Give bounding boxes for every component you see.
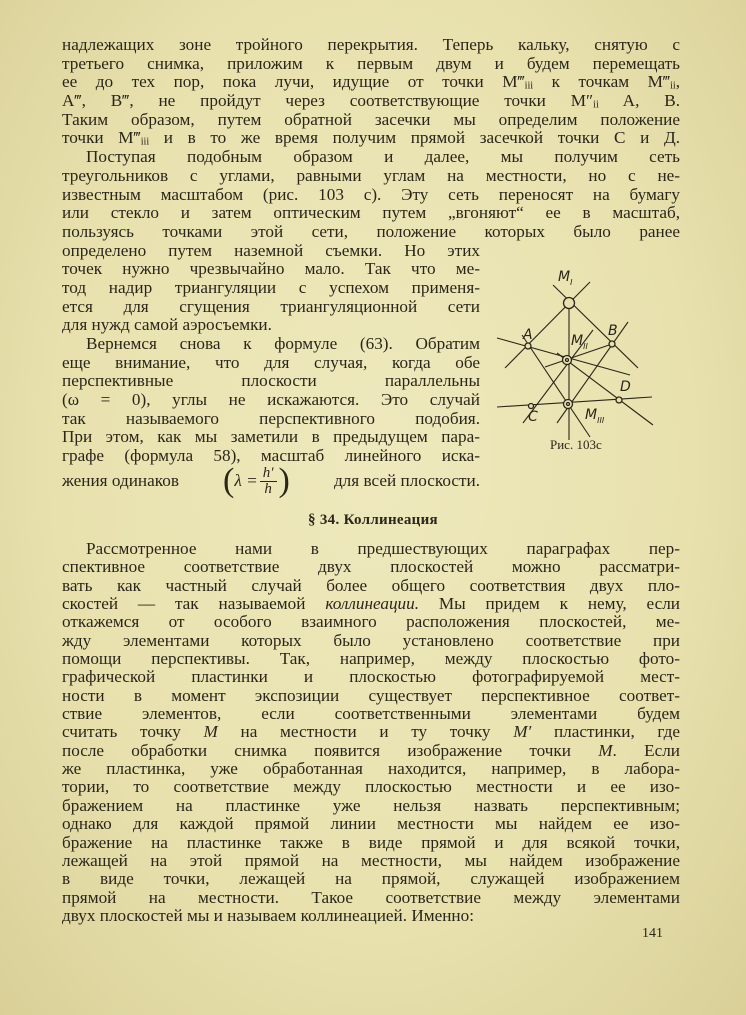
text-line [62,723,680,741]
text-segment: графической пластинки и плоскостью фотографируемой мест- [62,667,680,687]
text-segment: лежащей на этой прямой на местности, мы найдем изображение [62,850,680,870]
italic-term: M [598,740,613,760]
italic-term: M [203,722,218,742]
formula-text-before: жения одинаков [62,471,179,490]
point-b [609,341,615,347]
text-segment: тории, то соответствие между плоскостью местности и ее изо- [62,777,680,797]
text-section [62,540,680,925]
italic-term: M′ [513,722,532,742]
text-line: графе (формула 58), масштаб линейного иска- [62,446,480,466]
text-line [62,632,680,650]
text-line: так называемого перспективного подобия. [62,408,480,428]
left-paren: ( [223,462,235,499]
text-line [62,540,680,558]
text-line [62,687,680,705]
text-segment: жду элементами которых было установлено соответствие при [62,630,680,650]
text-line: еще внимание, что для случая, когда обе [62,352,480,372]
text-line: для нужд самой аэросъемки. [62,315,272,335]
text-line: пользуясь точками этой сети, положение которых было ранее [62,221,680,241]
text-line: третьего снимка, приложим к первым двум и будем перемещать [62,53,680,73]
text-segment: помощи перспективы. Так, например, между плоскостью фото- [62,649,680,669]
text-segment: . Если [612,740,680,760]
text-segment: скостей — так называемой [62,594,326,614]
label-m1-sub: I [570,277,573,287]
text-line [62,650,680,668]
text-segment: спективное соответствие двух плоскостей можно рассматри- [62,557,680,577]
label-a: A [523,327,533,343]
text-segment: однако для каждой прямой линии местности мы найдем ее изо- [62,814,680,834]
label-b: B [608,323,618,339]
label-m3 [585,408,604,428]
text-segment: двух плоскостей мы и называем коллинеацией. Именно: [62,905,475,925]
text-line [62,907,680,925]
text-segment: откажемся от особого взаимного расположения плоскостей, ме- [62,612,680,632]
figure-103c [490,250,700,480]
point-d [616,397,622,403]
text-segment: в виде точки, лежащей на прямой, служащей изображением [62,869,680,889]
point-m1 [564,298,575,309]
text-segment: ствие элементов, если соответственными элементами будем [62,704,680,724]
text-segment: на местности и ту точку [217,722,514,742]
section-heading: § 34. Коллинеация [308,512,438,528]
text-line: При этом, как мы заметили в предыдущем пара- [62,427,480,447]
text-line [62,558,680,576]
ray-line [505,282,590,368]
text-line: треугольников с углами, равными углам на местности, но с не- [62,165,680,185]
text-segment: Рассмотренное нами в предшествующих параграфах пер- [86,539,680,558]
formula-text-after: для всей плоскости. [333,471,480,490]
text-line: или стекло и затем оптическим путем „вгоняют“ ее в масштаб, [62,203,680,223]
label-m3-sub: III [597,415,605,425]
text-line: известным масштабом (рис. 103 с). Эту сеть переносят на бумагу [62,184,680,204]
label-m1 [558,270,572,290]
label-m3-letter: M [585,407,598,423]
lambda-formula [223,463,290,499]
text-line: ется для сгущения триангуляционной сети [62,296,480,316]
text-line: тод надир триангуляции с успехом применя- [62,277,480,297]
text-line [62,852,680,870]
text-line: перспективные плоскости параллельны [62,371,480,391]
text-line: (ω = 0), углы не искажаются. Это случай [62,390,480,410]
text-line [62,889,680,907]
label-m1-letter: M [558,269,571,285]
lambda-eq: λ = [234,471,258,490]
fraction-denominator: h [264,480,272,497]
text-line [62,613,680,631]
label-m2-sub: II [583,341,588,351]
text-line [62,760,680,778]
text-line: Вернемся снова к формуле (63). Обратим [86,334,480,353]
text-line [62,797,680,815]
text-segment: после обработки снимка появится изображение точки [62,740,599,760]
text-line: Поступая подобным образом и далее, мы получим сеть [86,147,680,167]
point-a [525,343,531,349]
fraction [260,466,277,497]
point-m3-center [567,403,570,406]
text-line: надлежащих зоне тройного перекрытия. Теперь кальку, снятую с [62,35,680,54]
text-line [62,870,680,888]
text-segment: же пластинка, уже обработанная находится, например, в лабора- [62,759,680,779]
text-segment: ности в момент экспозиции существует перспективное соответ- [62,685,680,705]
text-line [62,577,680,595]
text-segment: Мы придем к нему, если [419,594,680,614]
formula-line [62,463,480,499]
text-segment: бражение на пластинке также в виде прямой и для всякой точки, [62,832,680,852]
label-m2-letter: M [571,333,584,349]
page-number: 141 [642,926,663,941]
text-segment: бражением на пластинке уже нельзя назвать перспективным; [62,795,680,815]
text-line [62,815,680,833]
text-line [62,595,680,613]
text-line [62,742,680,760]
text-line: точки M‴ᵢᵢᵢ и в то же время получим прямой засечкой точки С и Д. [62,128,680,148]
ray-line [557,353,653,425]
fraction-numerator: h′ [260,466,277,482]
label-m2 [571,334,588,354]
text-line: определено путем наземной съемки. Но этих [62,240,480,260]
text-segment: пластинки, где [531,722,680,742]
italic-term: коллинеации. [325,594,420,614]
text-line: ее до тех пор, пока лучи, идущие от точки M‴ᵢᵢᵢ к точкам M‴ᵢᵢ, [62,72,680,92]
label-c: C [528,409,538,425]
text-line [62,834,680,852]
text-segment: прямой на местности. Такое соответствие между элементами [62,887,680,907]
point-m2-center [566,359,569,362]
figure-caption: Рис. 103с [550,437,602,452]
text-segment: вать как частный случай более общего соответствия двух пло- [62,575,680,595]
text-segment: считать точку [62,722,204,742]
text-line [62,668,680,686]
text-line: точек нужно чрезвычайно мало. Так что ме- [62,259,480,279]
label-d: D [620,379,631,395]
text-line: A‴, B‴, не пройдут через соответствующие точки M″ᵢᵢ A, B. [62,91,680,111]
text-line: Таким образом, путем обратной засечки мы определим положение [62,109,680,129]
point-c [529,404,534,409]
text-line [62,778,680,796]
right-paren: ) [278,462,290,499]
text-line [62,705,680,723]
